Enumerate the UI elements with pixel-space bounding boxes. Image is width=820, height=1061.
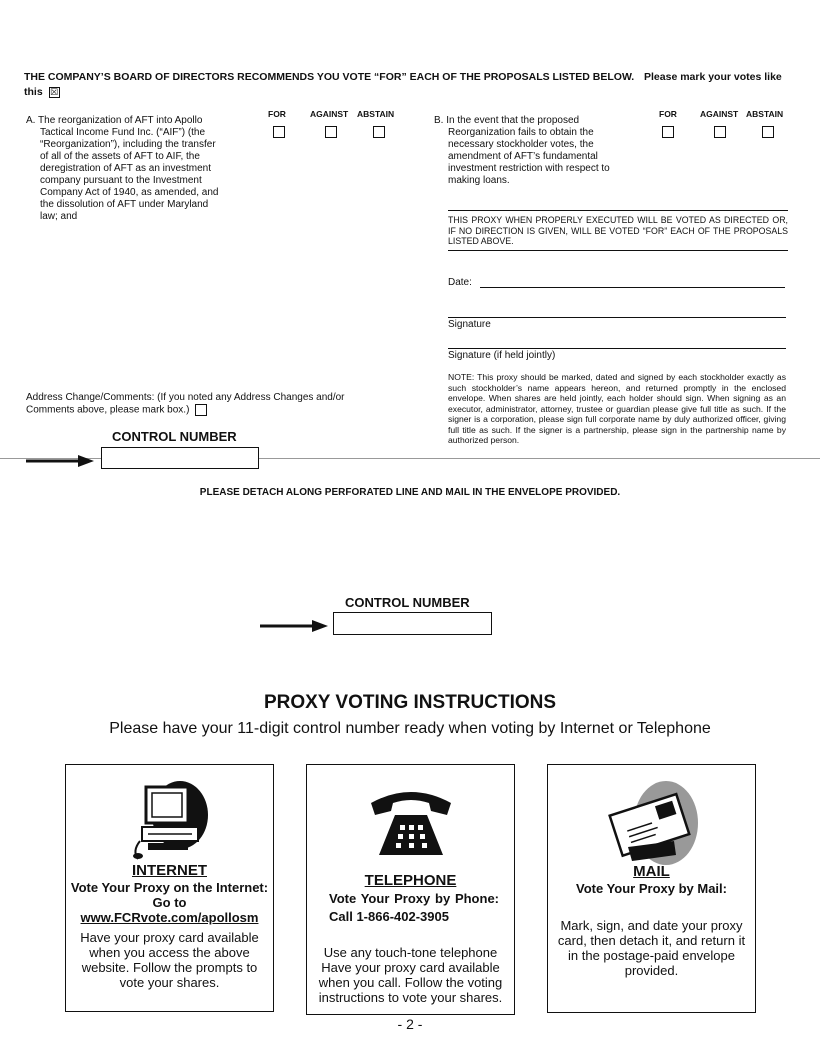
control-number-label-bottom: CONTROL NUMBER [345,595,470,610]
proposal-b-col-for: FOR [659,109,677,119]
detach-instruction: PLEASE DETACH ALONG PERFORATED LINE AND MAIL IN THE ENVELOPE PROVIDED. [199,487,621,498]
instructions-subtitle: Please have your 11-digit control number ready when voting by Internet or Telephone [109,720,711,737]
telephone-body1: Use any touch-tone telephone [323,945,498,960]
proxy-notice: THIS PROXY WHEN PROPERLY EXECUTED WILL BE VOTED AS DIRECTED OR, IF NO DIRECTION IS GIVEN, WILL BE VOTED “FOR” EACH OF THE PROPOSALS LISTED ABOVE. [448,215,788,246]
telephone-icon [367,785,455,861]
signature-note: NOTE: This proxy should be marked, dated and signed by each stockholder exactly as such stockholder’s name appears hereon, and returned promptly in the enclosed envelope. When shares are held jointly, each holder should sign. When signing as an executor, administrator, attorney, trustee or guardian please give full title as such. If the signer is a corporation, please sign full corporate name by duly authorized officer, giving full title as such. If the signer is a partnership, please sign in the partnership name by authorized person. [448,372,786,445]
this-text: this [24,86,43,98]
signature-label: Signature [448,319,491,330]
telephone-title: TELEPHONE [364,872,457,889]
notice-bottom-rule [448,250,788,251]
telephone-line1: Vote Your Proxy by Phone: Call 1-866-402-3905 [329,891,499,924]
mail-card [547,764,756,1013]
telephone-body2: Have your proxy card available when you call. Follow the voting instructions to vote your shares. [318,960,503,1005]
address-change-text: Address Change/Comments: (If you noted any Address Changes and/or Comments above, please mark box.) [26,392,345,416]
proposal-b [434,115,614,187]
internet-line1: Vote Your Proxy on the Internet: [70,880,269,895]
page-number: - 2 - [397,1016,423,1032]
mail-title: MAIL [633,863,670,880]
board-recommendation [24,70,794,100]
address-change [26,392,386,417]
internet-card [65,764,274,1012]
proposal-b-against-checkbox[interactable] [714,126,726,138]
proposal-b-abstain-checkbox[interactable] [762,126,774,138]
joint-signature-label: Signature (if held jointly) [448,350,556,361]
proposal-a-abstain-checkbox[interactable] [373,126,385,138]
envelope-icon [604,777,700,865]
proposal-a-for-checkbox[interactable] [273,126,285,138]
notice-top-rule [448,210,788,211]
internet-line2: Go to [152,895,187,910]
proposal-a-against-checkbox[interactable] [325,126,337,138]
proposal-a-col-for: FOR [268,109,286,119]
mail-body: Mark, sign, and date your proxy card, then detach it, and return it in the postage-paid envelope provided. [557,918,746,978]
control-number-label-top: CONTROL NUMBER [112,429,237,444]
control-number-box-bottom [333,612,492,635]
instructions-title: PROXY VOTING INSTRUCTIONS [263,692,557,713]
computer-icon [128,781,212,861]
internet-body: Have your proxy card available when you access the above website. Follow the prompts to vote your shares. [80,930,259,990]
joint-signature-line[interactable] [448,348,786,349]
date-label: Date: [448,277,472,288]
internet-url-link[interactable]: www.FCRvote.com/apollosm [80,910,259,925]
internet-title: INTERNET [132,862,207,879]
date-line[interactable] [480,287,785,288]
recommendation-text: THE COMPANY’S BOARD OF DIRECTORS RECOMMENDS YOU VOTE “FOR” EACH OF THE PROPOSALS LISTED BELOW. [24,71,635,83]
telephone-card [306,764,515,1015]
example-mark-icon: ☒ [50,86,59,97]
address-change-checkbox[interactable] [195,404,207,416]
arrow-right-icon [24,453,96,469]
proposal-a-col-against: AGAINST [310,109,349,119]
arrow-right-icon [258,618,330,634]
proposal-b-for-checkbox[interactable] [662,126,674,138]
proposal-a [26,115,226,223]
signature-line[interactable] [448,317,786,318]
control-number-box-top [101,447,259,469]
proposal-a-col-abstain: ABSTAIN [357,109,395,119]
mark-votes-text: Please mark your votes like [644,71,782,83]
mail-line1: Vote Your Proxy by Mail: [576,881,727,896]
proposal-b-col-against: AGAINST [700,109,739,119]
proposal-b-col-abstain: ABSTAIN [746,109,784,119]
proposal-a-text: A. The reorganization of AFT into Apollo Tactical Income Fund Inc. (“AIF”) (the “Reorganization”), including the transfer of all of the assets of AFT to AIF, the deregistration of AFT as an investment company pursuant to the Investment Company Act of 1940, as amended, and the dissolution of AFT under Maryland law; and [26,115,219,222]
proposal-b-text: B. In the event that the proposed Reorganization fails to obtain the necessary stockholder votes, the amendment of AFT’s fundamental investment restriction with respect to making loans. [434,115,610,186]
